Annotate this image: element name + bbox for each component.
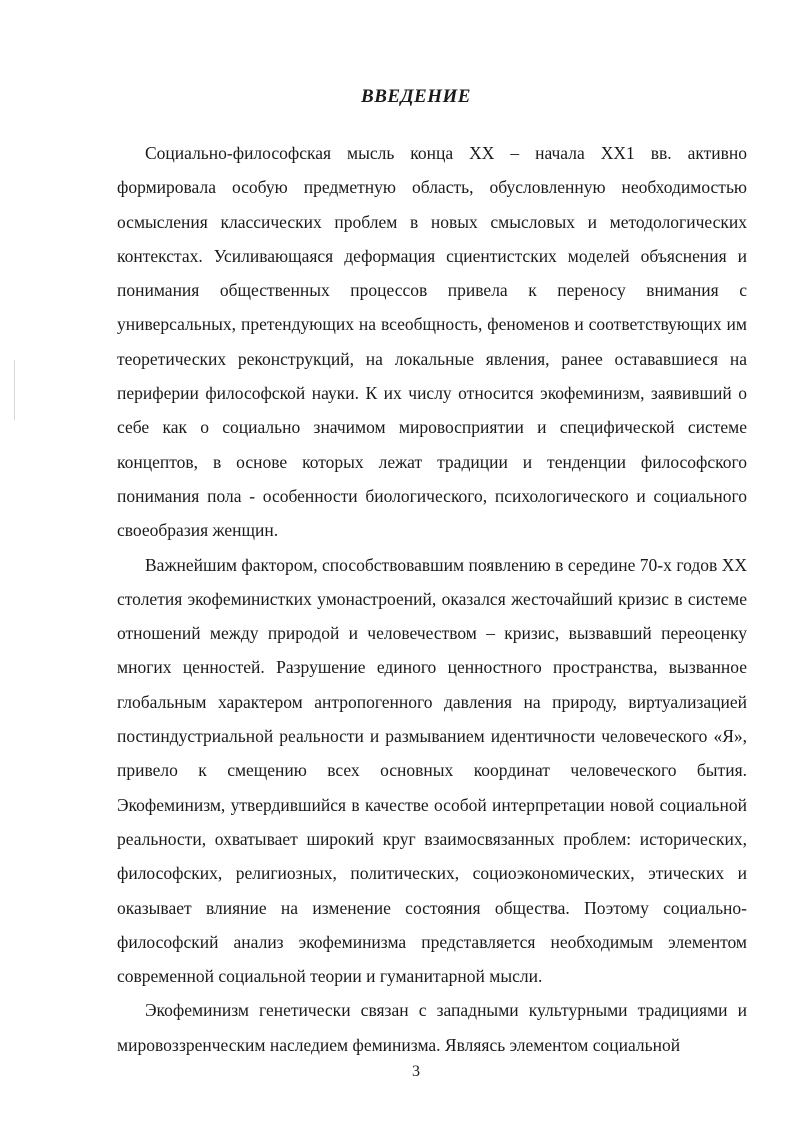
section-title: ВВЕДЕНИЕ: [361, 86, 471, 107]
body-text: [117, 136, 747, 1062]
paragraph-2: Важнейшим фактором, способствовавшим появлению в середине 70-х годов XX столетия экофеминистких умонастроений, оказался жесточайший кризис в системе отношений между природой и человечеством – кризис, вызвавший переоценку многих ценностей. Разрушение единого ценностного пространства, вызванное глобальным характером антропогенного давления на природу, виртуализацией постиндустриальной реальности и размыванием идентичности человеческого «Я», привело к смещению всех основных координат человеческого бытия. Экофеминизм, утвердившийся в качестве особой интерпретации новой социальной реальности, охватывает широкий круг взаимосвязанных проблем: исторических, философских, религиозных, политических, социоэкономических, этических и оказывает влияние на изменение состояния общества. Поэтому социально-философский анализ экофеминизма представляется необходимым элементом современной социальной теории и гуманитарной мысли.: [117, 554, 747, 987]
paragraph-3: Экофеминизм генетически связан с западными культурными традициями и мировоззренческим наследием феминизма. Являясь элементом социальной: [117, 1000, 747, 1055]
paragraph-1: Социально-философская мысль конца XX – начала XX1 вв. активно формировала особую предметную область, обусловленную необходимостью осмысления классических проблем в новых смысловых и методологических контекстах. Усиливающаяся деформация сциентистских моделей объяснения и понимания общественных процессов привела к переносу внимания с универсальных, претендующих на всеобщность, феноменов и соответствующих им теоретических реконструкций, на локальные явления, ранее остававшиеся на периферии философской науки. К их числу относится экофеминизм, заявивший о себе как о социально значимом мировосприятии и специфической системе концептов, в основе которых лежат традиции и тенденции философского понимания пола - особенности биологического, психологического и социального своеобразия женщин.: [117, 143, 747, 541]
page-number: 3: [412, 1063, 420, 1080]
scan-margin-mark: [14, 360, 15, 420]
